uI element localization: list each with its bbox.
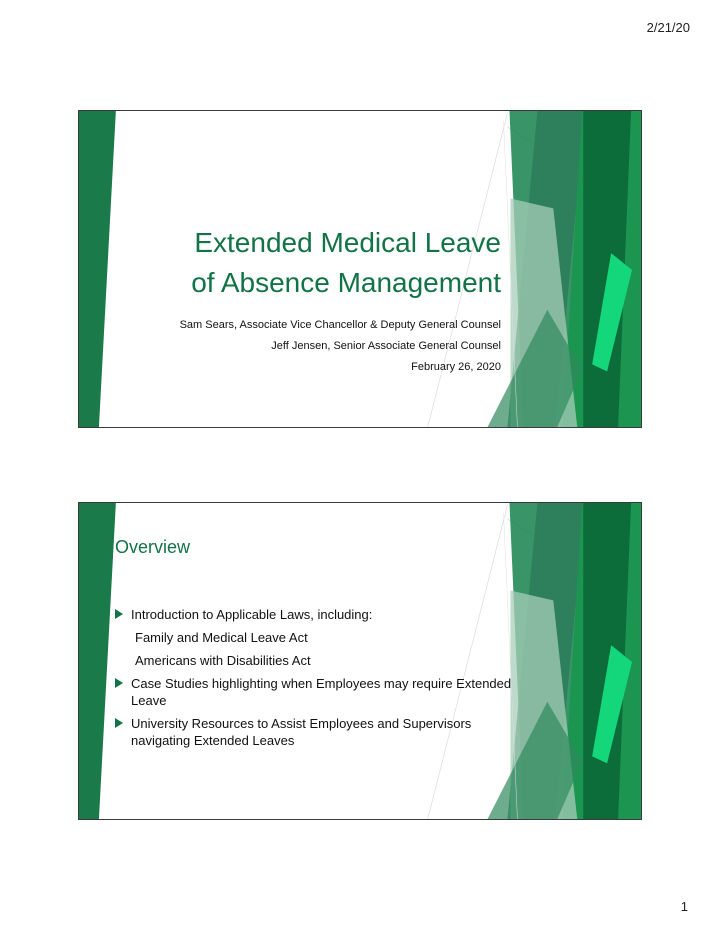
presenter-2: Jeff Jensen, Senior Associate General Counsel	[271, 340, 501, 352]
bullet-sub-item	[113, 652, 513, 669]
slide-title	[180, 223, 501, 303]
bullet-text: Family and Medical Leave Act	[135, 630, 308, 645]
arrow-bullet-icon	[115, 609, 123, 619]
arrow-bullet-icon	[115, 678, 123, 688]
bullet-sub-item	[113, 629, 513, 646]
title-line-2: of Absence Management	[191, 267, 501, 298]
bullet-item	[113, 606, 513, 623]
title-block	[180, 223, 501, 378]
overview-slide	[78, 502, 642, 820]
bullet-text: Introduction to Applicable Laws, including:	[131, 607, 373, 622]
overview-bullet-list	[113, 606, 513, 755]
title-line-1: Extended Medical Leave	[194, 227, 501, 258]
overview-title: Overview	[115, 537, 191, 557]
title-slide	[78, 110, 642, 428]
bullet-item	[113, 675, 513, 709]
presenter-1: Sam Sears, Associate Vice Chancellor & Deputy General Counsel	[179, 319, 501, 331]
arrow-bullet-icon	[115, 718, 123, 728]
bullet-text: Case Studies highlighting when Employees may require Extended Leave	[131, 676, 512, 708]
bullet-text: Americans with Disabilities Act	[135, 653, 311, 668]
header-date: 2/21/20	[646, 20, 690, 35]
bullet-item	[113, 715, 513, 749]
bullet-text: University Resources to Assist Employees and Supervisors navigating Extended Leaves	[131, 716, 472, 748]
presentation-date: February 26, 2020	[411, 361, 501, 373]
page-number: 1	[680, 899, 688, 914]
presenter-info	[180, 315, 501, 378]
